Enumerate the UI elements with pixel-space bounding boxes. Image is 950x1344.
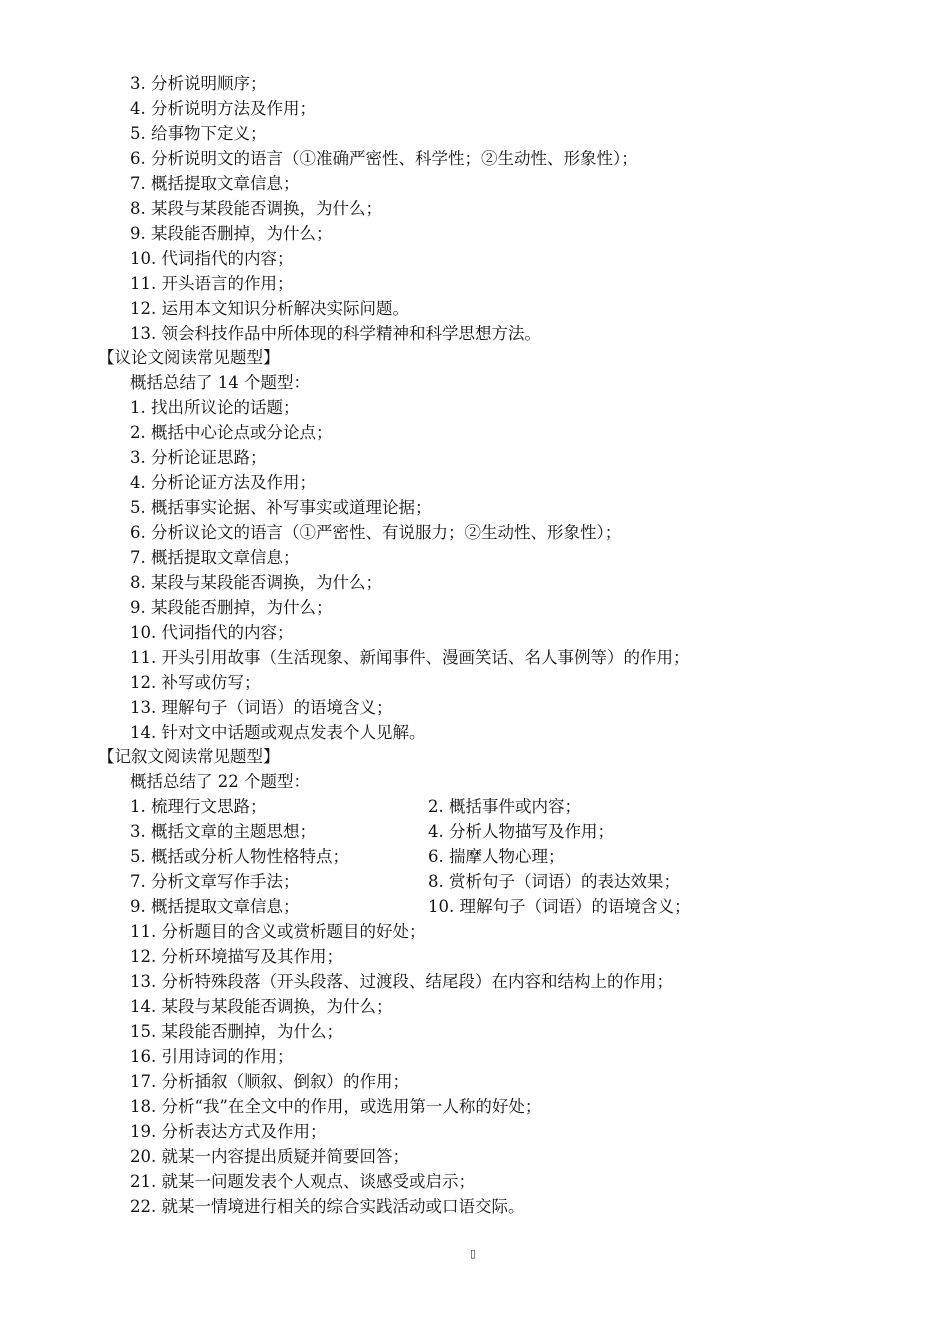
list-item: 9. 某段能否删掉，为什么； xyxy=(130,598,333,617)
list-item: 10. 代词指代的内容； xyxy=(130,249,294,268)
list-item: 10. 代词指代的内容； xyxy=(130,623,294,642)
list-item: 8. 某段与某段能否调换，为什么； xyxy=(130,573,382,592)
section-heading-jixu: 【记叙文阅读常见题型】 xyxy=(98,747,280,766)
list-item: 11. 开头语言的作用； xyxy=(130,274,294,293)
list-item: 4. 分析说明方法及作用； xyxy=(130,99,316,118)
list-item: 13. 分析特殊段落（开头段落、过渡段、结尾段）在内容和结构上的作用； xyxy=(130,972,673,991)
list-item: 7. 概括提取文章信息； xyxy=(130,548,300,567)
list-item: 17. 分析插叙（顺叙、倒叙）的作用； xyxy=(130,1072,409,1091)
list-item: 7. 分析文章写作手法； xyxy=(130,872,300,891)
list-item: 12. 运用本文知识分析解决实际问题。 xyxy=(130,299,409,318)
list-item: 9. 概括提取文章信息； xyxy=(130,897,300,916)
list-item: 6. 揣摩人物心理； xyxy=(428,847,565,866)
list-item: 3. 概括文章的主题思想； xyxy=(130,822,316,841)
list-item: 20. 就某一内容提出质疑并简要回答； xyxy=(130,1147,409,1166)
list-item: 18. 分析“我”在全文中的作用，或选用第一人称的好处； xyxy=(130,1097,542,1116)
list-item: 12. 补写或仿写； xyxy=(130,673,261,692)
list-item: 11. 开头引用故事（生活现象、新闻事件、漫画笑话、名人事例等）的作用； xyxy=(130,648,690,667)
list-item: 8. 某段与某段能否调换，为什么； xyxy=(130,199,382,218)
section-summary: 概括总结了 22 个题型： xyxy=(130,772,310,791)
list-item: 14. 针对文中话题或观点发表个人见解。 xyxy=(130,723,426,742)
list-item: 14. 某段与某段能否调换，为什么； xyxy=(130,997,393,1016)
list-item: 6. 分析议论文的语言（①严密性、有说服力；②生动性、形象性）； xyxy=(130,523,622,542)
list-item: 22. 就某一情境进行相关的综合实践活动或口语交际。 xyxy=(130,1197,525,1216)
list-item: 1. 梳理行文思路； xyxy=(130,797,267,816)
list-item: 3. 分析说明顺序； xyxy=(130,74,267,93)
list-item: 13. 领会科技作品中所体现的科学精神和科学思想方法。 xyxy=(130,324,541,343)
list-item: 6. 分析说明文的语言（①准确严密性、科学性；②生动性、形象性）； xyxy=(130,149,638,168)
list-item: 15. 某段能否删掉，为什么； xyxy=(130,1022,343,1041)
page-number: ▯ xyxy=(470,1247,477,1260)
list-item: 2. 概括中心论点或分论点； xyxy=(130,423,333,442)
list-item: 11. 分析题目的含义或赏析题目的好处； xyxy=(130,922,426,941)
list-item: 5. 概括或分析人物性格特点； xyxy=(130,847,349,866)
list-item: 2. 概括事件或内容； xyxy=(428,797,581,816)
list-item: 19. 分析表达方式及作用； xyxy=(130,1122,327,1141)
list-item: 4. 分析人物描写及作用； xyxy=(428,822,614,841)
list-item: 4. 分析论证方法及作用； xyxy=(130,473,316,492)
section-summary: 概括总结了 14 个题型： xyxy=(130,373,310,392)
list-item: 9. 某段能否删掉，为什么； xyxy=(130,224,333,243)
list-item: 10. 理解句子（词语）的语境含义； xyxy=(428,897,691,916)
list-item: 12. 分析环境描写及其作用； xyxy=(130,947,343,966)
list-item: 5. 概括事实论据、补写事实或道理论据； xyxy=(130,498,432,517)
list-item: 16. 引用诗词的作用； xyxy=(130,1047,294,1066)
list-item: 7. 概括提取文章信息； xyxy=(130,174,300,193)
list-item: 3. 分析论证思路； xyxy=(130,448,267,467)
list-item: 5. 给事物下定义； xyxy=(130,124,267,143)
section-heading-yilun: 【议论文阅读常见题型】 xyxy=(98,348,280,367)
list-item: 1. 找出所议论的话题； xyxy=(130,398,300,417)
list-item: 8. 赏析句子（词语）的表达效果； xyxy=(428,872,680,891)
list-item: 21. 就某一问题发表个人观点、谈感受或启示； xyxy=(130,1172,475,1191)
list-item: 13. 理解句子（词语）的语境含义； xyxy=(130,698,393,717)
